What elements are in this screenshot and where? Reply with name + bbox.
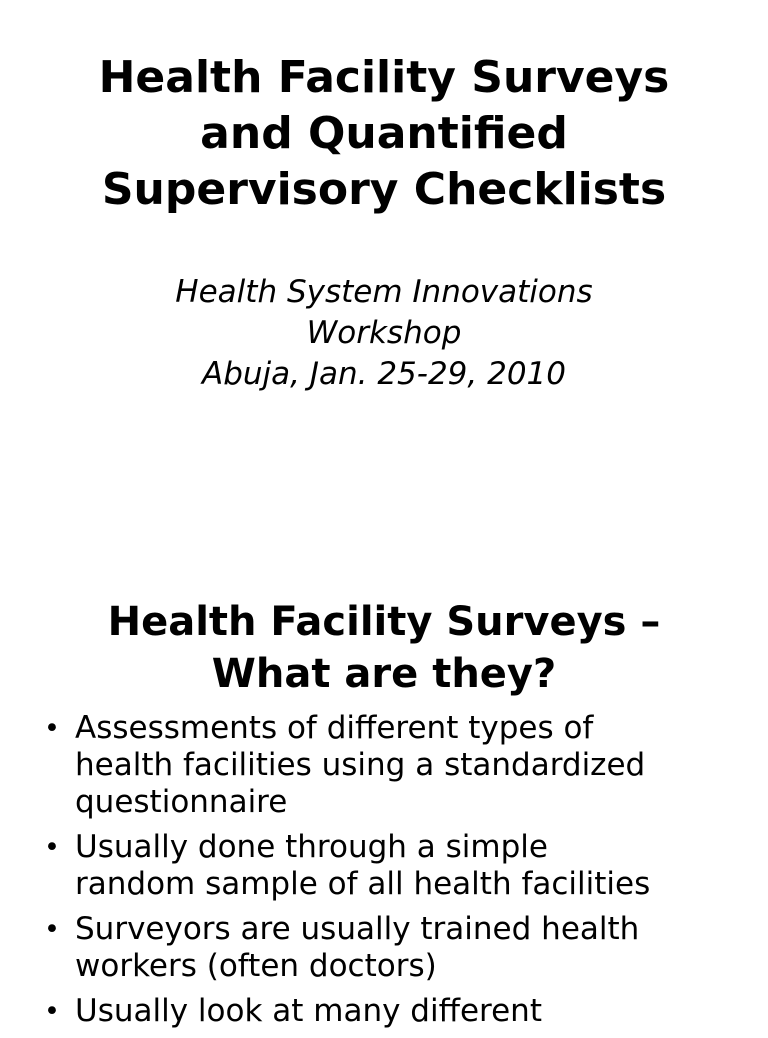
subtitle-line: Health System Innovations xyxy=(175,274,593,310)
bullet-marker: • xyxy=(44,996,60,1027)
bullet-text-line: workers (often doctors) xyxy=(75,948,437,984)
bullet-item xyxy=(44,829,744,903)
bullet-text-line: Usually done through a simple xyxy=(75,829,548,865)
slide-heading xyxy=(0,596,768,700)
bullet-text-line: Usually look at many different xyxy=(75,993,542,1029)
slide-heading-line: What are they? xyxy=(211,651,557,697)
bullet-text-line: Surveyors are usually trained health xyxy=(75,911,640,947)
slide-title-line: and Quantified xyxy=(200,108,568,159)
slide-subtitle xyxy=(0,272,768,395)
bullet-marker: • xyxy=(44,713,60,744)
bullet-marker: • xyxy=(44,914,60,945)
bullet-text-line: random sample of all health facilities xyxy=(75,866,651,902)
bullet-item xyxy=(44,911,744,985)
subtitle-line: Workshop xyxy=(306,315,462,351)
title-slide xyxy=(0,0,768,480)
slide-title-line: Health Facility Surveys xyxy=(98,52,670,103)
bullet-text-line: health facilities using a standardized xyxy=(75,747,646,783)
subtitle-line: Abuja, Jan. 25-29, 2010 xyxy=(201,356,567,392)
bullet-list xyxy=(44,710,744,1038)
bullet-marker: • xyxy=(44,832,60,863)
slide-title xyxy=(0,50,768,218)
bullet-item xyxy=(44,993,744,1030)
content-slide xyxy=(0,560,768,1029)
slide-heading-line: Health Facility Surveys – xyxy=(107,599,661,645)
bullet-text-line: Assessments of different types of xyxy=(75,710,594,746)
slide-title-line: Supervisory Checklists xyxy=(101,164,667,215)
bullet-item xyxy=(44,710,744,821)
bullet-text-line: questionnaire xyxy=(75,784,288,820)
